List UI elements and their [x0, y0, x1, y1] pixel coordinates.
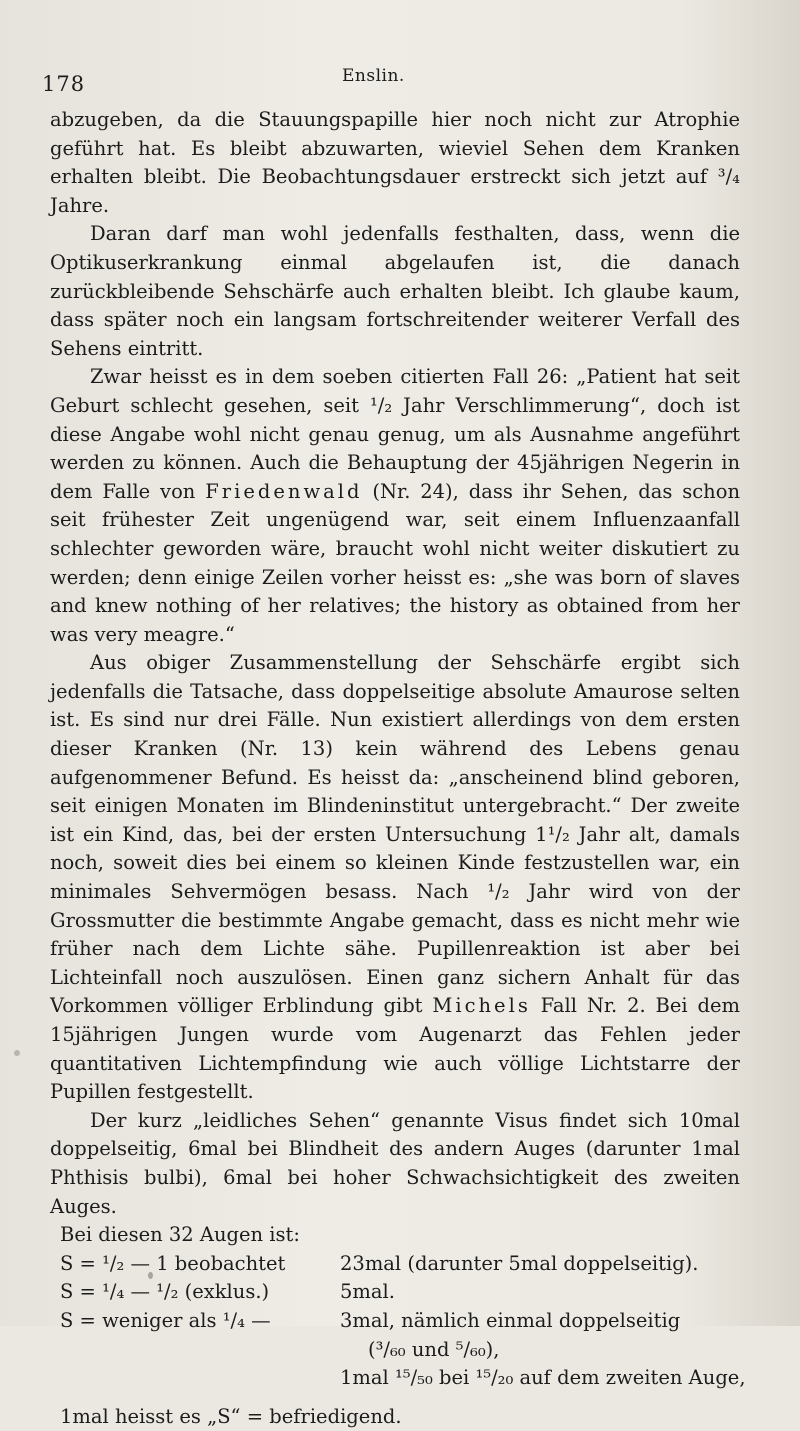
page-stain: [14, 1050, 20, 1056]
list-item-condition: S = ¹/₄ — ¹/₂ (exklus.): [60, 1280, 270, 1304]
body-text: [50, 106, 746, 1431]
list-item-condition: S = weniger als ¹/₄ —: [60, 1308, 271, 1332]
paragraph: abzugeben, da die Stauungspapille hier noch nicht zur Atrophie geführt hat. Es bleibt abzuwarten, wieviel Sehen dem Kranken erhalten bleibt. Die Beobachtungsdauer erstreckt sich jetzt auf ³/₄ Jahre.: [50, 108, 740, 217]
paragraph: Der kurz „leidliches Sehen“ genannte Visus findet sich 10mal doppelseitig, 6mal bei Blindheit des andern Auges (darunter 1mal Phthisis bulbi), 6mal bei hoher Schwachsichtigkeit des zweiten Auges.: [50, 1108, 740, 1218]
author-name: Michels: [432, 994, 531, 1018]
paragraph-text: Aus obiger Zusammenstellung der Sehschärfe ergibt sich jedenfalls die Tatsache, dass doppelseitige absolute Amaurose selten ist. Es sind nur drei Fälle. Nun existiert allerdings von dem ersten dieser Kranken (Nr. 13) kein während des Lebens genau aufgenommener Befund. Es heisst da: „anscheinend blind geboren, seit einigen Monaten im Blindeninstitut untergebracht.“ Der zweite ist ein Kind, das, bei der ersten Untersuchung 1¹/₂ Jahr alt, damals noch, soweit dies bei einem so kleinen Kinde festzustellen war, ein minimales Sehvermögen besass. Nach ¹/₂ Jahr wird von der Grossmutter die bestimmte Angabe gemacht, dass es nicht mehr wie früher nach dem Lichte sähe. Pupillenreaktion ist aber bei Lichteinfall noch auszulösen. Einen ganz sichern Anhalt für das Vorkommen völliger Erblindung gibt: [50, 651, 740, 1018]
list-item-continuation: 1mal ¹⁵/₅₀ bei ¹⁵/₂₀ auf dem zweiten Auge,: [340, 1366, 746, 1390]
list-item-continuation: (³/₆₀ und ⁵/₆₀),: [368, 1337, 500, 1361]
acuity-list: [50, 1221, 746, 1431]
paragraph: Daran darf man wohl jedenfalls festhalten, dass, wenn die Optikuserkrankung einmal abgelaufen ist, die danach zurückbleibende Sehschärfe auch erhalten bleibt. Ich glaube kaum, dass später noch ein langsam fortschreitender weiterer Verfall des Sehens eintritt.: [50, 222, 740, 360]
list-item: [50, 1307, 740, 1336]
paragraph-text: Fall Nr. 2. Bei dem 15jährigen Jungen wurde vom Augenarzt das Fehlen jeder quantitativen Lichtempfindung wie auch völlige Lichtstarre der Pupillen festgestellt.: [50, 994, 740, 1104]
list-item: [50, 1278, 740, 1307]
author-name: Friedenwald: [205, 479, 363, 503]
list-intro: Bei diesen 32 Augen ist:: [60, 1223, 300, 1247]
page-header: [42, 66, 742, 96]
page-number: 178: [42, 72, 86, 96]
list-item-condition: S = ¹/₂ — 1 beobachtet: [60, 1251, 286, 1275]
list-item-count: 3mal, nämlich einmal doppelseitig: [340, 1308, 681, 1332]
list-item-count: 5mal.: [340, 1280, 395, 1304]
closing-line: 1mal heisst es „S“ = befriedigend.: [60, 1404, 402, 1428]
paragraph-text: (Nr. 24), dass ihr Sehen, das schon seit frühester Zeit ungenügend war, seit einem Influenzaanfall schlechter geworden wäre, braucht wohl nicht weiter diskutiert zu werden; denn einige Zeilen vorher heisst es: „she was born of slaves and knew nothing of her relatives; the history as obtained from her was very meagre.“: [50, 479, 740, 646]
paragraph: [50, 649, 740, 1107]
paragraph: [50, 363, 740, 649]
running-head: Enslin.: [342, 66, 405, 86]
paragraph-text: Zwar heisst es in dem soeben citierten Fall 26: „Patient hat seit Geburt schlecht gesehen, seit ¹/₂ Jahr Verschlimmerung“, doch ist diese Angabe wohl nicht genau genug, um als Ausnahme angeführt werden zu können. Auch die Behauptung der 45jährigen Negerin in dem Falle von: [50, 365, 740, 503]
list-item: [50, 1250, 740, 1279]
list-item-count: 23mal (darunter 5mal doppelseitig).: [340, 1251, 699, 1275]
